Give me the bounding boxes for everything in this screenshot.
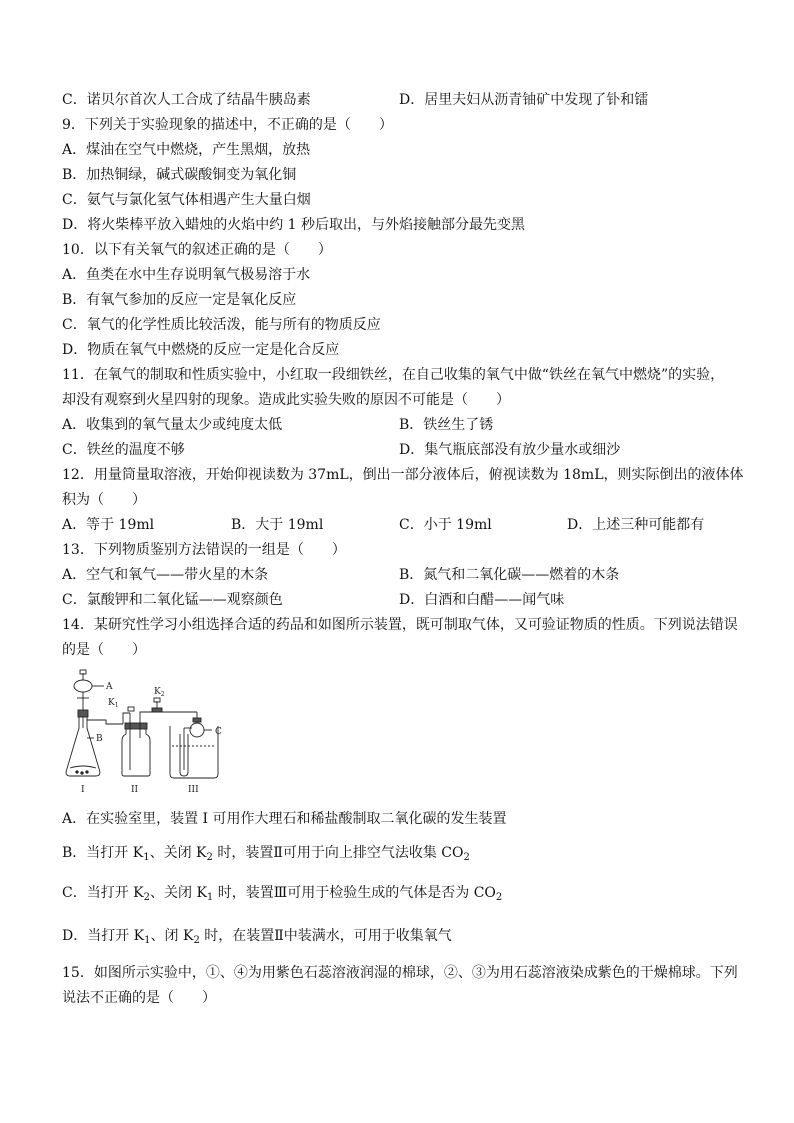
label-k1: $K_1$	[108, 698, 119, 709]
label-ii: II	[131, 785, 139, 795]
q9-option-c: C．氨气与氯化氢气体相遇产生大量白烟	[62, 192, 311, 208]
q15-stem-line2: 说法不正确的是（ ）	[62, 990, 216, 1006]
q14-option-b: B．当打开 $K_1$、关闭 $K_2$ 时，装置Ⅱ可用于向上排空气法收集 $CO_2$	[62, 845, 470, 863]
q9-option-b: B．加热铜绿，碱式碳酸铜变为氧化铜	[62, 167, 297, 183]
q10-option-b: B．有氧气参加的反应一定是氧化反应	[62, 292, 297, 308]
label-iii: III	[188, 785, 199, 795]
q12-stem-line1: 12．用量筒量取溶液，开始仰视读数为 37mL，倒出一部分液体后，俯视读数为 18mL，则实际倒出的液体体	[62, 467, 744, 483]
q9-option-a: A．煤油在空气中燃烧，产生黑烟，放热	[62, 142, 311, 158]
q8-option-c: C．诺贝尔首次人工合成了结晶牛胰岛素	[62, 92, 311, 108]
q14-apparatus-diagram	[62, 668, 242, 796]
label-c: C	[215, 727, 222, 737]
apparatus-iii-beaker	[170, 712, 218, 778]
q9-option-d: D．将火柴棒平放入蜡烛的火焰中约 1 秒后取出，与外焰接触部分最先变黑	[62, 217, 526, 233]
q12-option-d: D．上述三种可能都有	[567, 517, 705, 533]
q12-option-a: A．等于 19ml	[62, 517, 155, 533]
q13-option-b: B．氮气和二氧化碳——燃着的木条	[399, 567, 620, 583]
q12-option-c: C．小于 19ml	[399, 517, 492, 533]
q13-option-d: D．白酒和白醋——闻气味	[399, 592, 565, 608]
q14-option-c: C．当打开 $K_2$、关闭 $K_1$ 时，装置Ⅲ可用于检验生成的气体是否为 $CO_2$	[62, 885, 503, 903]
q9-stem: 9．下列关于实验现象的描述中，不正确的是（ ）	[62, 117, 393, 133]
apparatus-ii-bottle	[122, 698, 197, 776]
q11-option-d: D．集气瓶底部没有放少量水或细沙	[399, 442, 621, 458]
q13-option-a: A．空气和氧气——带火星的木条	[62, 567, 269, 583]
q15-stem-line1: 15．如图所示实验中，①、④为用紫色石蕊溶液润湿的棉球，②、③为用石蕊溶液染成紫色的干燥棉球。下列	[62, 965, 738, 981]
label-b: B	[96, 734, 103, 744]
q12-stem-line2: 积为（ ）	[62, 492, 146, 508]
q12-option-b: B．大于 19ml	[231, 517, 324, 533]
label-a: A	[106, 682, 113, 692]
q14-stem-line1: 14．某研究性学习小组选择合适的药品和如图所示装置，既可制取气体，又可验证物质的性质。下列说法错误	[62, 617, 738, 633]
q14-stem-line2: 的是（ ）	[62, 642, 146, 658]
q14-option-d: D．当打开 $K_1$、闭 $K_2$ 时，在装置Ⅱ中装满水，可用于收集氧气	[62, 928, 452, 946]
q11-stem-line1: 11．在氧气的制取和性质实验中，小红取一段细铁丝，在自己收集的氧气中做“铁丝在氧气中燃烧”的实验，	[62, 367, 725, 383]
apparatus-i-flask	[66, 670, 123, 776]
q13-option-c: C．氯酸钾和二氧化锰——观察颜色	[62, 592, 283, 608]
q14-option-a: A．在实验室里，装置 I 可用作大理石和稀盐酸制取二氧化碳的发生装置	[62, 811, 507, 827]
q8-option-d: D．居里夫妇从沥青铀矿中发现了钋和镭	[399, 92, 649, 108]
q10-option-d: D．物质在氧气中燃烧的反应一定是化合反应	[62, 342, 340, 358]
q10-option-a: A．鱼类在水中生存说明氧气极易溶于水	[62, 267, 311, 283]
label-i: I	[81, 785, 85, 795]
q11-option-c: C．铁丝的温度不够	[62, 442, 185, 458]
q11-option-b: B．铁丝生了锈	[399, 417, 494, 433]
q11-stem-line2: 却没有观察到火星四射的现象。造成此实验失败的原因不可能是（ ）	[62, 392, 510, 408]
q10-stem: 10．以下有关氧气的叙述正确的是（ ）	[62, 242, 332, 258]
q13-stem: 13．下列物质鉴别方法错误的一组是（ ）	[62, 542, 346, 558]
label-k2: $K_2$	[154, 687, 165, 698]
q10-option-c: C．氧气的化学性质比较活泼，能与所有的物质反应	[62, 317, 381, 333]
q11-option-a: A．收集到的氧气量太少或纯度太低	[62, 417, 283, 433]
